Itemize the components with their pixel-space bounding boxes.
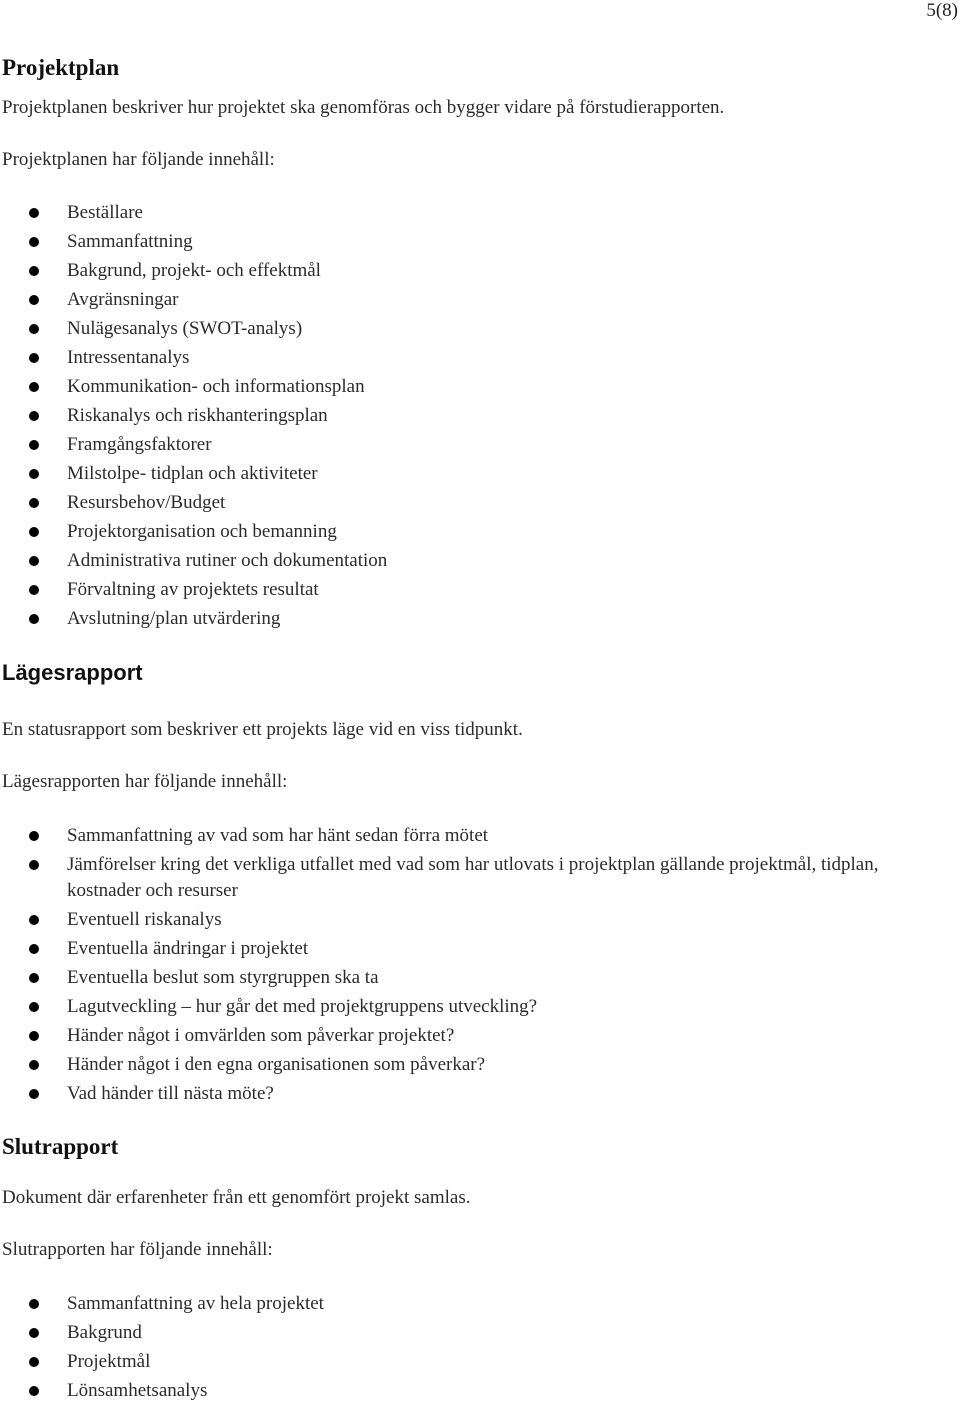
lagesrapport-content-label-block	[2, 770, 950, 794]
list-item-text: Avslutning/plan utvärdering	[67, 608, 281, 629]
bullet-icon	[29, 973, 39, 983]
list-item-text: Förvaltning av projektets resultat	[67, 579, 319, 600]
bullet-icon	[29, 295, 39, 305]
bullet-icon	[29, 556, 39, 566]
projektplan-content-label-block	[2, 148, 950, 172]
list-item-text: Sammanfattning av vad som har hänt sedan förra mötet	[67, 825, 489, 846]
list-item	[0, 548, 950, 577]
list-item-text: Projektorganisation och bemanning	[67, 521, 337, 542]
bullet-icon	[29, 614, 39, 624]
list-item-text: Resursbehov/Budget	[67, 492, 226, 513]
list-item-text: Avgränsningar	[67, 289, 179, 310]
list-item-text: Bakgrund, projekt- och effektmål	[67, 260, 321, 281]
list-item	[0, 461, 950, 490]
slutrapport-intro: Dokument där erfarenheter från ett genomfört projekt samlas.	[2, 1187, 471, 1208]
bullet-icon	[29, 1031, 39, 1041]
bullet-icon	[29, 324, 39, 334]
lagesrapport-content-label: Lägesrapporten har följande innehåll:	[2, 771, 288, 792]
section-title-projektplan: Projektplan	[2, 55, 120, 80]
list-item	[0, 200, 950, 229]
section-lagesrapport	[2, 659, 950, 687]
bullet-icon	[29, 498, 39, 508]
list-item-text: Jämförelser kring det verkliga utfallet med vad som har utlovats i projektplan gällande projektmål, tidplan, kostnader och resurser	[67, 854, 879, 901]
list-item-text: Sammanfattning av hela projektet	[67, 1293, 324, 1314]
list-item	[0, 823, 950, 852]
list-item	[0, 432, 950, 461]
list-item	[0, 907, 950, 936]
list-item	[0, 258, 950, 287]
list-item-text: Händer något i den egna organisationen som påverkar?	[67, 1054, 486, 1075]
list-item-text: Lönsamhetsanalys	[67, 1380, 208, 1401]
list-item	[0, 1320, 950, 1349]
list-item	[0, 936, 950, 965]
bullet-icon	[29, 831, 39, 841]
bullet-icon	[29, 411, 39, 421]
list-item	[0, 1052, 950, 1081]
bullet-icon	[29, 1299, 39, 1309]
list-item-text: Nulägesanalys (SWOT-analys)	[67, 318, 303, 339]
bullet-icon	[29, 1357, 39, 1367]
list-item	[0, 606, 950, 635]
page-number: 5(8)	[926, 0, 958, 21]
list-item	[0, 374, 950, 403]
list-item	[0, 1378, 950, 1407]
slutrapport-content-label: Slutrapporten har följande innehåll:	[2, 1239, 273, 1260]
list-item	[0, 577, 950, 606]
projektplan-intro-block	[2, 96, 950, 120]
list-item	[0, 1291, 950, 1320]
lagesrapport-list-block	[0, 823, 950, 1110]
section-title-lagesrapport: Lägesrapport	[2, 660, 143, 685]
list-item	[0, 519, 950, 548]
list-item	[0, 994, 950, 1023]
bullet-icon	[29, 1002, 39, 1012]
bullet-icon	[29, 440, 39, 450]
section-title-slutrapport: Slutrapport	[2, 1134, 119, 1159]
projektplan-intro: Projektplanen beskriver hur projektet ska genomföras och bygger vidare på förstudierapporten.	[2, 97, 725, 118]
projektplan-content-list	[0, 200, 950, 635]
list-item	[0, 1023, 950, 1052]
slutrapport-intro-block	[2, 1186, 950, 1210]
bullet-icon	[29, 1089, 39, 1099]
list-item	[0, 229, 950, 258]
list-item-text: Bakgrund	[67, 1322, 142, 1343]
list-item-text: Eventuella ändringar i projektet	[67, 938, 309, 959]
bullet-icon	[29, 1060, 39, 1070]
list-item-text: Kommunikation- och informationsplan	[67, 376, 365, 397]
lagesrapport-intro-block	[2, 718, 950, 742]
lagesrapport-intro: En statusrapport som beskriver ett projekts läge vid en viss tidpunkt.	[2, 719, 523, 740]
list-item-text: Händer något i omvärlden som påverkar projektet?	[67, 1025, 455, 1046]
list-item	[0, 852, 950, 907]
list-item-text: Sammanfattning	[67, 231, 193, 252]
list-item	[0, 403, 950, 432]
section-slutrapport	[2, 1133, 950, 1161]
list-item	[0, 345, 950, 374]
projektplan-content-label: Projektplanen har följande innehåll:	[2, 149, 275, 170]
list-item	[0, 490, 950, 519]
bullet-icon	[29, 469, 39, 479]
list-item-text: Framgångsfaktorer	[67, 434, 212, 455]
list-item-text: Vad händer till nästa möte?	[67, 1083, 274, 1104]
bullet-icon	[29, 237, 39, 247]
bullet-icon	[29, 266, 39, 276]
bullet-icon	[29, 1386, 39, 1396]
bullet-icon	[29, 585, 39, 595]
projektplan-list-block	[0, 200, 950, 635]
bullet-icon	[29, 527, 39, 537]
list-item-text: Lagutveckling – hur går det med projektgruppens utveckling?	[67, 996, 538, 1017]
lagesrapport-content-list	[0, 823, 950, 1110]
list-item-text: Milstolpe- tidplan och aktiviteter	[67, 463, 318, 484]
slutrapport-content-label-block	[2, 1238, 950, 1262]
list-item	[0, 965, 950, 994]
bullet-icon	[29, 208, 39, 218]
bullet-icon	[29, 860, 39, 870]
bullet-icon	[29, 382, 39, 392]
list-item-text: Administrativa rutiner och dokumentation	[67, 550, 388, 571]
bullet-icon	[29, 353, 39, 363]
list-item	[0, 1349, 950, 1378]
section-projektplan	[2, 54, 950, 82]
bullet-icon	[29, 915, 39, 925]
list-item-text: Eventuella beslut som styrgruppen ska ta	[67, 967, 379, 988]
slutrapport-content-list	[0, 1291, 950, 1407]
list-item	[0, 316, 950, 345]
list-item	[0, 287, 950, 316]
list-item	[0, 1081, 950, 1110]
list-item-text: Intressentanalys	[67, 347, 190, 368]
list-item-text: Projektmål	[67, 1351, 151, 1372]
list-item-text: Eventuell riskanalys	[67, 909, 222, 930]
list-item-text: Beställare	[67, 202, 143, 223]
list-item-text: Riskanalys och riskhanteringsplan	[67, 405, 328, 426]
bullet-icon	[29, 1328, 39, 1338]
slutrapport-list-block	[0, 1291, 950, 1407]
bullet-icon	[29, 944, 39, 954]
